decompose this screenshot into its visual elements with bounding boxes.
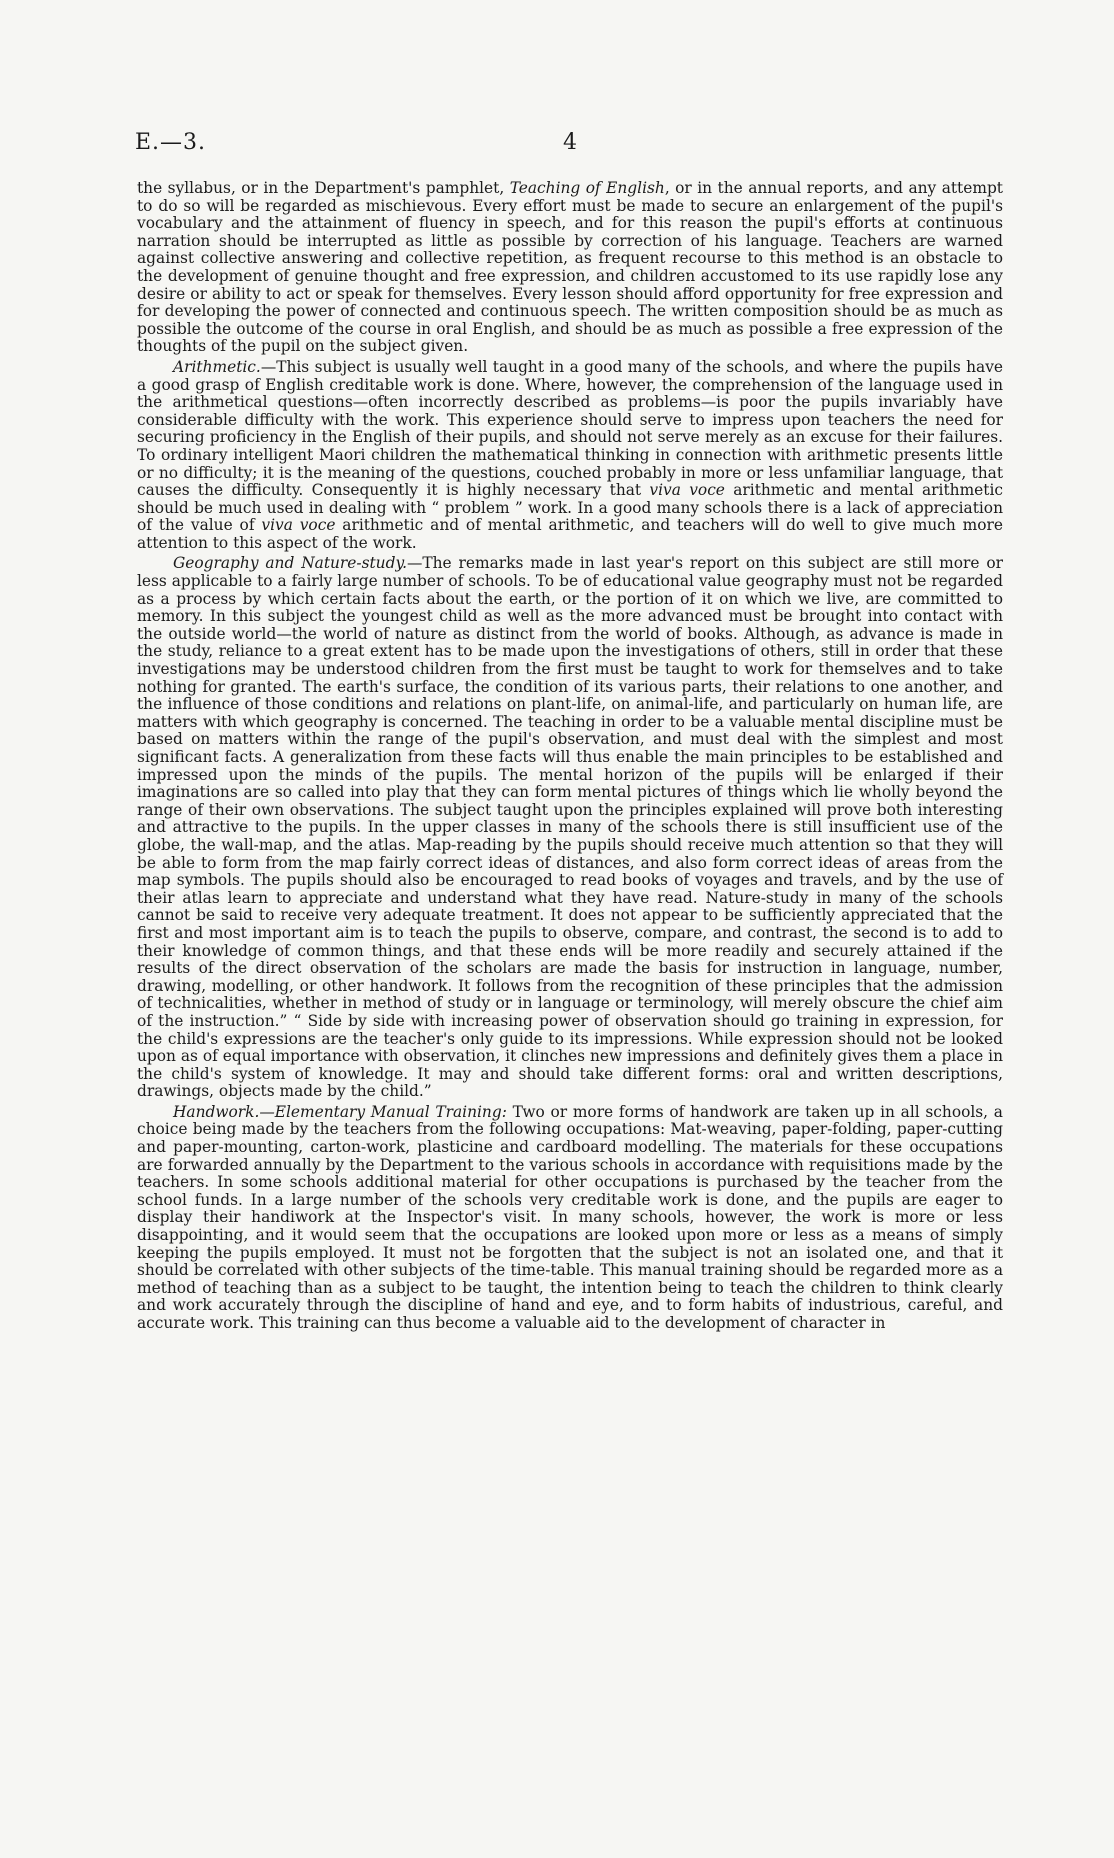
text-run: , or in the annual reports, and any attempt to do so will be regarded as mischievous. Every effort must be made to secure an enlargement of the pupil's vocabulary and the attainment of fluency in speech, and for this reason the pupil's efforts at continuous narration should be interrupted as little as possible by correction of his language. Teachers are warned against collective answering and collective repetition, as frequent recourse to this method is an obstacle to the development of genuine thought and free expression, and children accustomed to its use rapidly lose any desire or ability to act or speak for themselves. Every lesson should afford opportunity for free expression and for developing the power of connected and continuous speech. The written composition should be as much as possible the outcome of the course in oral English, and should be as much as possible a free expression of the thoughts of the pupil on the subject given. <box>137 179 1003 356</box>
text-run: the syllabus, or in the Department's pamphlet, <box>137 179 510 197</box>
text-run: —This subject is usually well taught in a good many of the schools, and where the pupils have a good grasp of English creditable work is done. Where, however, the comprehension of the language used in the arithmetical questions—often incorrectly described as problems—is poor the pupils invariably have considerable difficulty with the work. This experience should serve to impress upon teachers the need for securing proficiency in the English of their pupils, and should not serve merely as an excuse for their failures. To ordinary intelligent Maori children the mathematical thinking in connection with arithmetic presents little or no difficulty; it is the meaning of the questions, couched probably in more or less unfamiliar language, that causes the difficulty. Consequently it is highly necessary that <box>137 357 1003 500</box>
paragraph-arithmetic <box>137 359 1003 553</box>
section-heading-geography: Geography and Nature-study. <box>173 554 407 573</box>
pamphlet-title: Teaching of English <box>509 179 665 197</box>
text-run: —The remarks made in last year's report on this subject are still more or less applicable to a fairly large number of schools. To be of educational value geography must not be regarded as a process by which certain facts about the earth, or the portion of it on which we live, are committed to memory. In this subject the youngest child as well as the more advanced must be brought into contact with the outside world—the world of nature as distinct from the world of books. Although, as advance is made in the study, reliance to a great extent has to be made upon the investigations of others, still in order that these investigations may be understood children from the first must be taught to work for themselves and to take nothing for granted. The earth's surface, the condition of its various parts, their relations to one another, and the influence of those conditions and relations on plant-life, on animal-life, and particularly on human life, are matters with which geography is concerned. The teaching in order to be a valuable mental discipline must be based on matters within the range of the pupil's observation, and must deal with the simplest and most significant facts. A generalization from these facts will thus enable the main principles to be established and impressed upon the minds of the pupils. The mental horizon of the pupils will be enlarged if their imaginations are so called into play that they can form mental pictures of things which lie wholly beyond the range of their own observations. The subject taught upon the principles explained will prove both interesting and attractive to the pupils. In the upper classes in many of the schools there is still insufficient use of the globe, the wall-map, and the atlas. Map-reading by the pupils should receive much attention so that they will be able to form from the map fairly correct ideas of distances, and also form correct ideas of areas from the map symbols. The pupils should also be encouraged to read books of voyages and travels, and by the use of their atlas learn to appreciate and understand what they have read. Nature-study in many of the schools cannot be said to receive very adequate treatment. It does not appear to be sufficiently appreciated that the first and most important aim is to teach the pupils to observe, compare, and contrast, the second is to add to their knowledge of common things, and that these ends will be more readily and securely attained if the results of the direct observation of the scholars are made the basis for instruction in language, number, drawing, modelling, or other handwork. It follows from the recognition of these principles that the admission of technicalities, whether in method of study or in language or terminology, will merely obscure the chief aim of the instruction.” “ Side by side with increasing power of observation should go training in expression, for the child's expressions are the teacher's only guide to its impressions. While expression should not be looked upon as of equal importance with observation, it clinches new impressions and definitely gives them a place in the child's system of knowledge. It may and should take different forms: oral and written descriptions, drawings, objects made by the child.” <box>137 554 1003 1101</box>
italic-term: viva voce <box>649 481 725 500</box>
text-run: Two or more forms of handwork are taken up in all schools, a choice being made by the teachers from the following occupations: Mat-weaving, paper-folding, paper-cutting and paper-mounting, carton-work, plasticine and cardboard modelling. The materials for these occupations are forwarded annually by the Department to the various schools in accordance with requisitions made by the teachers. In some schools additional material for other occupations is purchased by the teacher from the school funds. In a large number of the schools very creditable work is done, and the pupils are eager to display their handiwork at the Inspector's visit. In many schools, however, the work is more or less disappointing, and it would seem that the occupations are looked upon more or less as a means of simply keeping the pupils employed. It must not be forgotten that the subject is not an isolated one, and that it should be correlated with other subjects of the time-table. This manual training should be regarded more as a method of teaching than as a subject to be taught, the intention being to teach the children to think clearly and work accurately through the discipline of hand and eye, and to form habits of industrious, careful, and accurate work. This training can thus become a valuable aid to the development of character in <box>137 1102 1003 1332</box>
section-heading-handwork: Handwork.—Elementary Manual Training: <box>173 1102 507 1121</box>
document-reference: E.—3. <box>135 130 207 155</box>
section-heading-arithmetic: Arithmetic. <box>173 357 261 376</box>
paragraph-handwork <box>137 1104 1003 1333</box>
paragraph-geography <box>137 555 1003 1100</box>
paragraph-english-continued <box>137 180 1003 356</box>
text-run: arithmetic and of mental arithmetic, and teachers will do well to give much more attention to this aspect of the work. <box>137 516 1004 552</box>
page-header <box>135 130 1004 160</box>
text-run: arithmetic and mental arithmetic should be much used in dealing with “ problem ” work. In a good many schools there is a lack of appreciation of the value of <box>137 481 1003 535</box>
page-number: 4 <box>563 130 577 155</box>
italic-term: viva voce <box>261 516 336 535</box>
document-body <box>137 180 1003 1333</box>
